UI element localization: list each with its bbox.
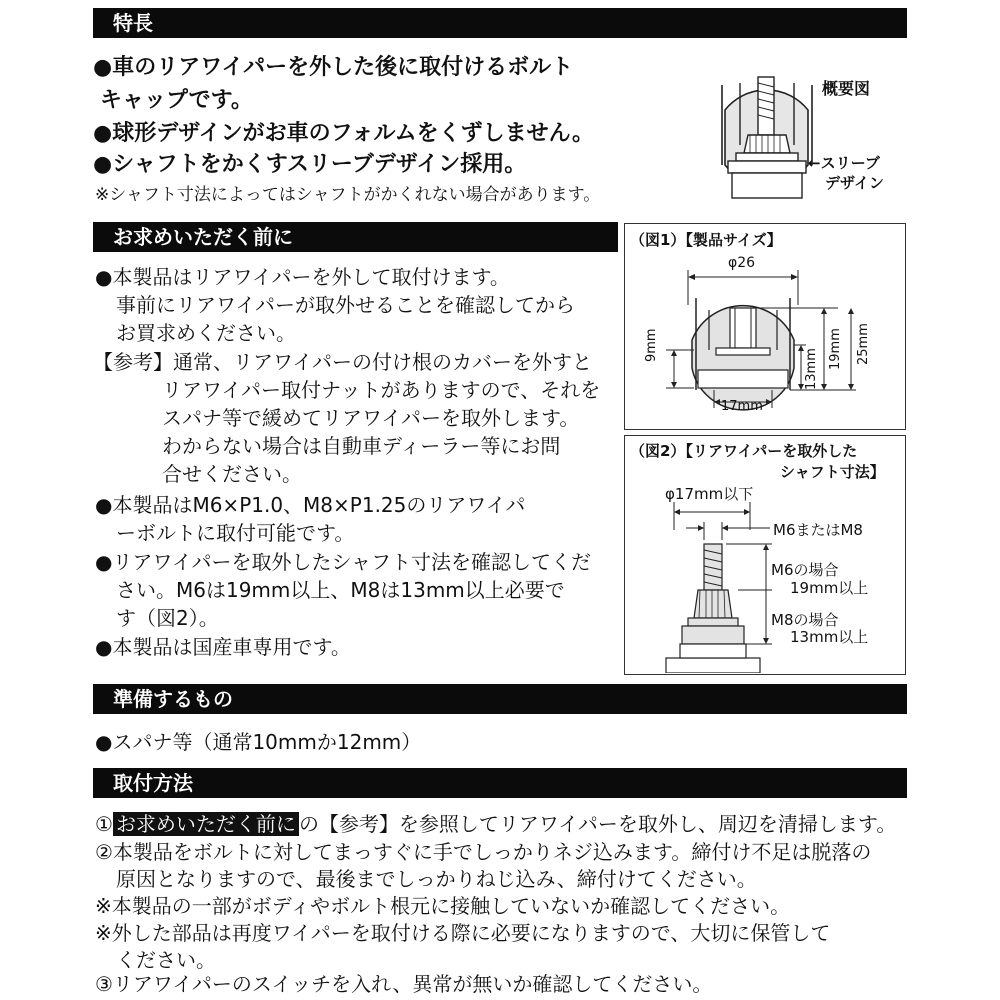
feature-line-3: ●球形デザインがお車のフォルムをくずしません。 [93, 121, 594, 146]
fig1-width-17mm: 17mm [721, 399, 763, 414]
feature-note: ※シャフト寸法によってはシャフトがかくれない場合があります。 [95, 185, 601, 205]
fig2-m8-case: M8の場合 [771, 611, 839, 629]
before-line-7: わからない場合は自動車ディーラー等にお問 [162, 434, 561, 458]
before-line-10: ーボルトに取付可能です。 [116, 521, 355, 545]
prepare-item: ●スパナ等（通常10mmか12mm） [95, 730, 422, 754]
install-step-1-highlight: お求めいただく前に [113, 812, 299, 836]
fig2-diameter-17mm: φ17mm以下 [665, 485, 754, 503]
before-line-1: ●本製品はリアワイパーを外して取付けます。 [95, 265, 510, 289]
before-line-2: 事前にリアワイパーが取外せることを確認してから [116, 293, 575, 317]
feature-line-4: ●シャフトをかくすスリーブデザイン採用。 [93, 152, 527, 177]
before-line-11: ●リアワイパーを取外したシャフト寸法を確認してくだ [95, 550, 592, 574]
install-step-1 [95, 811, 896, 838]
figure-1-title: （図1）【製品サイズ】 [630, 231, 782, 249]
before-line-3: お買求めください。 [116, 321, 296, 345]
fig1-height-13mm: 13mm [804, 348, 819, 390]
before-line-6: スパナ等で緩めてリアワイパーを取外します。 [162, 406, 580, 430]
install-line-5: ※外した部品は再度ワイパーを取付ける際に必要になりますので、大切に保管して [95, 921, 831, 945]
figure-2-title-line-1: （図2）【リアワイパーを取外した [630, 442, 858, 460]
before-line-12: さい。M6は19mm以上、M8は13mm以上必要で [116, 578, 565, 602]
fig2-m8-length: 13mm以上 [790, 628, 869, 646]
fig1-diameter-26: φ26 [728, 255, 756, 271]
section-header-features: 特長 [93, 8, 907, 38]
install-line-2: ②本製品をボルトに対してまっすぐに手でしっかりネジ込みます。締付け不足は脱落の [95, 840, 872, 864]
install-line-6: ください。 [116, 948, 216, 972]
sleeve-label-2: デザイン [825, 174, 884, 192]
fig1-height-9mm: 9mm [644, 328, 659, 362]
overview-diagram [700, 55, 830, 205]
fig2-m6-case: M6の場合 [771, 561, 839, 579]
overview-diagram-label: 概要図 [822, 79, 871, 98]
feature-line-2: キャップです。 [100, 88, 253, 113]
section-header-before-purchase: お求めいただく前に [93, 222, 618, 252]
install-line-4: ※本製品の一部がボディやボルト根元に接触していないか確認してください。 [95, 894, 791, 918]
install-step-1-text: の【参考】を参照してリアワイパーを取外し、周辺を清掃します。 [298, 812, 897, 836]
fig2-m6-or-m8: M6またはM8 [773, 521, 863, 539]
section-header-install: 取付方法 [93, 768, 907, 798]
figure-2-title-line-2: シャフト寸法】 [780, 463, 885, 481]
before-line-8: 合せください。 [162, 462, 302, 486]
sleeve-label-1: ←スリーブ [808, 154, 880, 172]
fig1-height-25mm: 25mm [856, 323, 871, 365]
before-line-4: 【参考】通常、リアワイパーの付け根のカバーを外すと [93, 350, 592, 374]
install-line-3: 原因となりますので、最後までしっかりねじ込み、締付けてください。 [116, 867, 757, 891]
before-line-5: リアワイパー取付ナットがありますので、それを [162, 378, 601, 402]
feature-line-1: ●車のリアワイパーを外した後に取付けるボルト [93, 55, 574, 80]
before-line-13: す（図2）。 [116, 606, 219, 630]
before-line-9: ●本製品はM6×P1.0、M8×P1.25のリアワイパ [95, 493, 526, 517]
fig2-m6-length: 19mm以上 [790, 579, 869, 597]
install-step-1-number: ① [95, 812, 113, 836]
section-header-prepare: 準備するもの [93, 684, 907, 714]
install-line-7: ③リアワイパーのスイッチを入れ、異常が無いか確認してください。 [95, 972, 713, 996]
fig1-height-19mm: 19mm [828, 328, 843, 370]
before-line-14: ●本製品は国産車専用です。 [95, 635, 351, 659]
